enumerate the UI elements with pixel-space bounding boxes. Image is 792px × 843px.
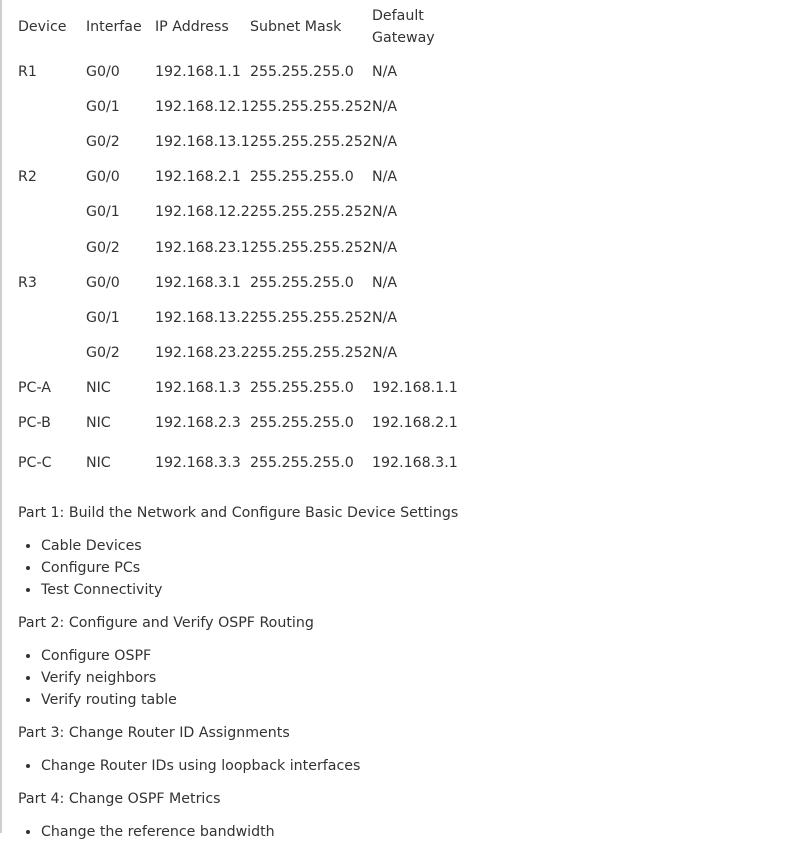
cell-ip-address: 192.168.12.1: [155, 98, 250, 115]
cell-default-gateway: 192.168.3.1: [372, 455, 458, 472]
cell-interface: NIC: [86, 415, 111, 432]
part-2-list: [18, 645, 778, 711]
part-2-title: Part 2: Configure and Verify OSPF Routing: [18, 615, 314, 632]
part-1-title: Part 1: Build the Network and Configure Basic Device Settings: [18, 505, 459, 522]
cell-interface: G0/2: [86, 345, 120, 362]
cell-default-gateway: N/A: [372, 98, 398, 115]
cell-subnet-mask: 255.255.255.0: [250, 63, 354, 80]
cell-default-gateway: N/A: [372, 63, 398, 80]
cell-default-gateway: N/A: [372, 169, 398, 186]
cell-subnet-mask: 255.255.255.252: [250, 345, 372, 362]
part-3-section: [18, 723, 778, 777]
cell-default-gateway: N/A: [372, 133, 398, 150]
cell-subnet-mask: 255.255.255.0: [250, 415, 354, 432]
part-3-list: [18, 755, 778, 777]
header-default-gateway: [372, 0, 458, 54]
table-row: [18, 265, 458, 300]
table-row: [18, 300, 458, 335]
cell-default-gateway: N/A: [372, 274, 398, 291]
cell-default-gateway: N/A: [372, 309, 398, 326]
table-row: [18, 89, 458, 124]
cell-subnet-mask: 255.255.255.252: [250, 309, 372, 326]
list-item: • Verify neighbors: [41, 667, 778, 689]
table-header-row: [18, 0, 458, 54]
part-1-list: [18, 535, 778, 601]
header-default-gateway-text: Default Gateway: [372, 8, 435, 46]
cell-subnet-mask: 255.255.255.252: [250, 133, 372, 150]
cell-device: [18, 300, 86, 335]
cell-device: [18, 124, 86, 159]
cell-device: R2: [18, 169, 37, 186]
cell-subnet-mask: 255.255.255.0: [250, 274, 354, 291]
cell-subnet-mask: 255.255.255.0: [250, 169, 354, 186]
list-item: • Test Connectivity: [41, 579, 778, 601]
table-row: [18, 371, 458, 406]
cell-device: R3: [18, 274, 37, 291]
table-row: [18, 441, 458, 485]
cell-device: PC-B: [18, 415, 51, 432]
part-4-section: [18, 789, 778, 843]
cell-ip-address: 192.168.3.3: [155, 455, 241, 472]
cell-ip-address: 192.168.23.1: [155, 239, 250, 256]
cell-ip-address: 192.168.2.1: [155, 169, 241, 186]
cell-ip-address: 192.168.1.1: [155, 63, 241, 80]
cell-interface: NIC: [86, 455, 111, 472]
table-row: [18, 160, 458, 195]
addressing-table: [18, 0, 458, 485]
table-row: [18, 195, 458, 230]
cell-ip-address: 192.168.23.2: [155, 345, 250, 362]
cell-default-gateway: 192.168.2.1: [372, 415, 458, 432]
header-interface: Interfae: [86, 19, 142, 35]
cell-device: [18, 89, 86, 124]
cell-default-gateway: N/A: [372, 239, 398, 256]
cell-default-gateway: N/A: [372, 345, 398, 362]
cell-ip-address: 192.168.12.2: [155, 204, 250, 221]
cell-interface: G0/0: [86, 274, 120, 291]
list-item: • Cable Devices: [41, 535, 778, 557]
cell-ip-address: 192.168.13.2: [155, 309, 250, 326]
cell-interface: G0/1: [86, 204, 120, 221]
cell-device: [18, 336, 86, 371]
part-4-title: Part 4: Change OSPF Metrics: [18, 791, 221, 808]
cell-interface: NIC: [86, 380, 111, 397]
part-1-section: [18, 503, 778, 601]
cell-interface: G0/2: [86, 239, 120, 256]
cell-interface: G0/1: [86, 309, 120, 326]
list-item: • Change the reference bandwidth: [41, 821, 778, 843]
document-content: [18, 0, 778, 843]
list-item: • Verify routing table: [41, 689, 778, 711]
cell-device: PC-A: [18, 380, 51, 397]
cell-interface: G0/1: [86, 98, 120, 115]
table-row: [18, 230, 458, 265]
cell-ip-address: 192.168.1.3: [155, 380, 241, 397]
cell-default-gateway: N/A: [372, 204, 398, 221]
cell-subnet-mask: 255.255.255.0: [250, 455, 354, 472]
cell-subnet-mask: 255.255.255.252: [250, 239, 372, 256]
table-row: [18, 124, 458, 159]
cell-interface: G0/2: [86, 133, 120, 150]
left-border: [0, 0, 2, 833]
table-row: [18, 336, 458, 371]
header-subnet-mask: Subnet Mask: [250, 19, 342, 35]
cell-subnet-mask: 255.255.255.252: [250, 98, 372, 115]
header-ip-address: IP Address: [155, 19, 229, 35]
cell-subnet-mask: 255.255.255.0: [250, 380, 354, 397]
cell-ip-address: 192.168.3.1: [155, 274, 241, 291]
list-item: • Configure PCs: [41, 557, 778, 579]
cell-interface: G0/0: [86, 63, 120, 80]
cell-ip-address: 192.168.2.3: [155, 415, 241, 432]
cell-device: [18, 195, 86, 230]
cell-interface: G0/0: [86, 169, 120, 186]
cell-subnet-mask: 255.255.255.252: [250, 204, 372, 221]
cell-ip-address: 192.168.13.1: [155, 133, 250, 150]
list-item: • Configure OSPF: [41, 645, 778, 667]
table-row: [18, 406, 458, 441]
header-device: Device: [18, 19, 67, 35]
cell-default-gateway: 192.168.1.1: [372, 380, 458, 397]
part-4-list: [18, 821, 778, 843]
list-item: • Change Router IDs using loopback interfaces: [41, 755, 778, 777]
part-2-section: [18, 613, 778, 711]
cell-device: PC-C: [18, 455, 52, 472]
part-3-title: Part 3: Change Router ID Assignments: [18, 725, 290, 742]
cell-device: [18, 230, 86, 265]
table-row: [18, 54, 458, 89]
cell-device: R1: [18, 63, 37, 80]
